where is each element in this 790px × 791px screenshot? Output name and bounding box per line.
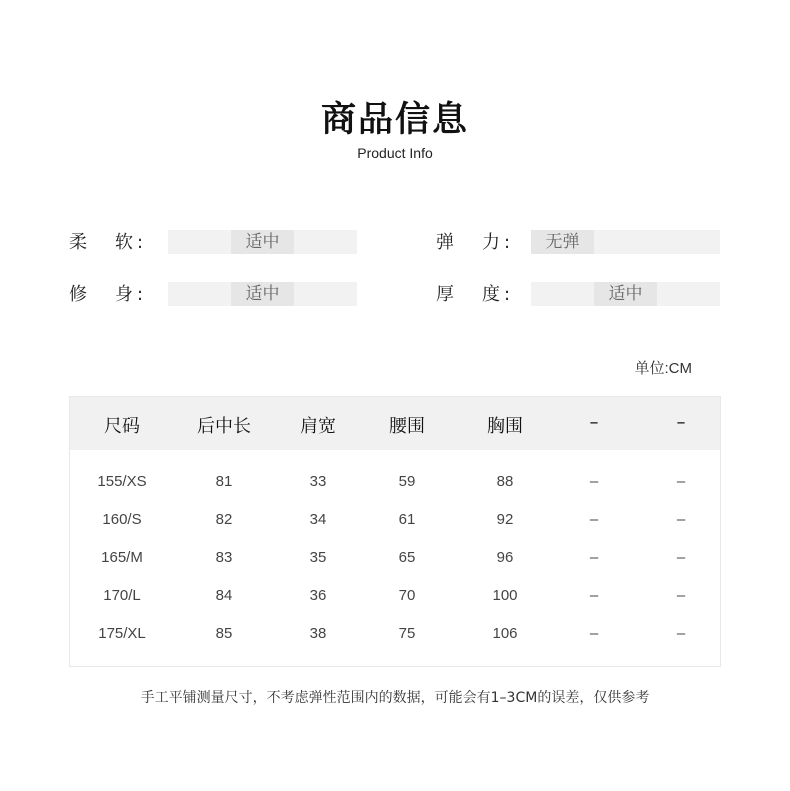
table-cell: 100 (492, 587, 518, 604)
table-cell: 59 (398, 473, 416, 490)
table-cell: 92 (496, 511, 514, 528)
attribute-value: 适中 (231, 282, 294, 306)
table-cell: 33 (309, 473, 327, 490)
attribute-value: 无弹 (531, 230, 594, 254)
table-cell: 38 (309, 625, 327, 642)
table-cell: – (676, 587, 686, 604)
attribute-colon: : (504, 284, 511, 305)
table-cell: 75 (398, 625, 416, 642)
attribute-scale (531, 282, 720, 306)
table-cell: 65 (398, 549, 416, 566)
table-cell: 85 (215, 625, 233, 642)
table-cell: 81 (215, 473, 233, 490)
table-header (70, 397, 720, 450)
table-cell: 34 (309, 511, 327, 528)
attribute-label (69, 283, 149, 307)
header-cell: – (676, 412, 686, 433)
attribute-label-char: 力 (482, 232, 500, 253)
attribute-label-char: 弹 (436, 232, 454, 253)
table-cell: – (589, 587, 599, 604)
unit-label: 单位:CM (634, 360, 692, 377)
table-cell: 70 (398, 587, 416, 604)
attribute-label-char: 软 (115, 232, 133, 253)
table-cell: 82 (215, 511, 233, 528)
header-cell: – (589, 412, 599, 433)
table-cell: 96 (496, 549, 514, 566)
table-cell: – (676, 625, 686, 642)
table-cell: – (676, 511, 686, 528)
measurement-note: 手工平铺测量尺寸，不考虑弹性范围内的数据，可能会有1–3CM的误差，仅供参考 (140, 690, 650, 706)
header-cell: 腰围 (389, 416, 425, 437)
table-cell: 106 (492, 625, 518, 642)
table-cell: 175/XL (98, 625, 146, 642)
attribute-label-char: 度 (482, 284, 500, 305)
table-cell: 35 (309, 549, 327, 566)
table-cell: – (676, 549, 686, 566)
attribute-label-char: 身 (115, 284, 133, 305)
header-cell: 尺码 (104, 416, 140, 437)
table-cell: – (589, 473, 599, 490)
table-cell: 165/M (101, 549, 143, 566)
attribute-scale (168, 282, 357, 306)
page-subtitle: Product Info (357, 145, 433, 161)
table-cell: – (676, 473, 686, 490)
attribute-label (436, 283, 516, 307)
attribute-scale (531, 230, 720, 254)
header-cell: 胸围 (487, 416, 523, 437)
attribute-label-char: 厚 (436, 284, 454, 305)
page-title: 商品信息 (320, 100, 469, 140)
table-cell: 155/XS (97, 473, 147, 490)
table-cell: 170/L (103, 587, 141, 604)
attribute-colon: : (504, 232, 511, 253)
attribute-label-char: 修 (69, 284, 87, 305)
table-cell: 84 (215, 587, 233, 604)
table-cell: 36 (309, 587, 327, 604)
attribute-scale (168, 230, 357, 254)
table-cell: 88 (496, 473, 514, 490)
size-table (69, 396, 721, 667)
attribute-label (436, 231, 516, 255)
attribute-label (69, 231, 149, 255)
attribute-value: 适中 (594, 282, 657, 306)
header-cell: 肩宽 (300, 416, 336, 437)
attribute-colon: : (137, 232, 144, 253)
table-cell: 83 (215, 549, 233, 566)
header-cell: 后中长 (197, 416, 251, 437)
table-cell: – (589, 625, 599, 642)
attribute-label-char: 柔 (69, 232, 87, 253)
table-cell: 160/S (102, 511, 142, 528)
attribute-value: 适中 (231, 230, 294, 254)
table-cell: – (589, 511, 599, 528)
table-cell: – (589, 549, 599, 566)
table-cell: 61 (398, 511, 416, 528)
attribute-colon: : (137, 284, 144, 305)
